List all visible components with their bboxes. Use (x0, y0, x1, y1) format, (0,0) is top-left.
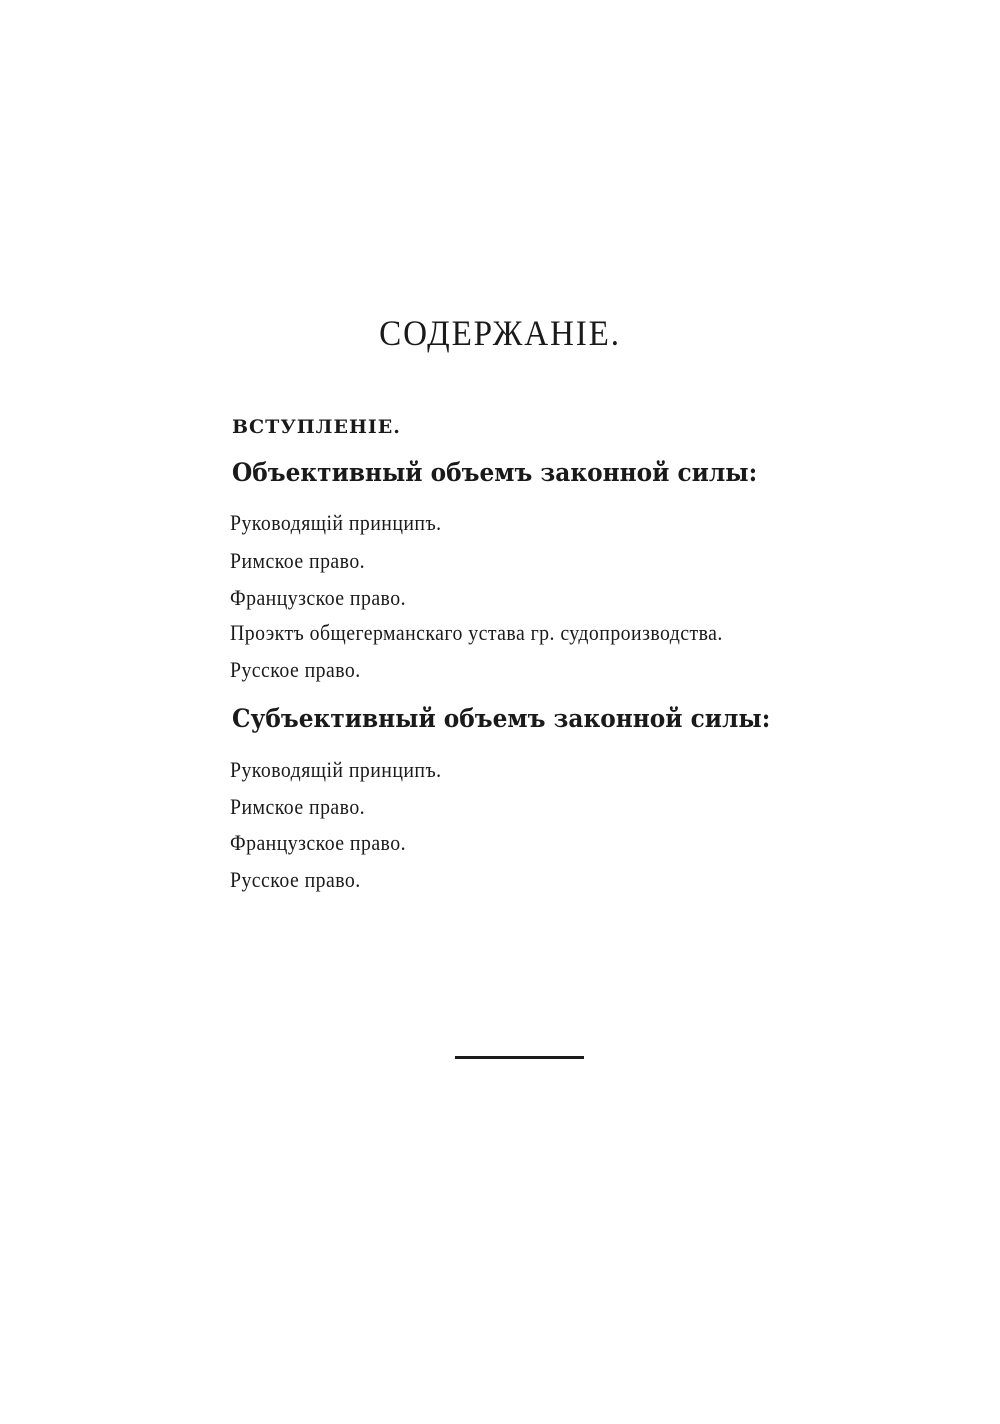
toc-item-text: Русское право. (230, 657, 361, 682)
toc-item-text: Французское право. (230, 830, 406, 855)
toc-item-text: Французское право. (230, 585, 406, 610)
end-rule (455, 1056, 584, 1059)
introduction-heading: ВСТУПЛЕНІЕ. (232, 416, 401, 438)
toc-item-text: Римское право. (230, 548, 366, 573)
section-heading-subjective: Субъективный объемъ законной силы: (232, 704, 771, 733)
toc-item-text: Римское право. (230, 794, 366, 819)
toc-item-text: Руководящій принципъ. (230, 510, 442, 535)
toc-item-text: Проэктъ общегерманскаго устава гр. судопроизводства. (230, 620, 723, 645)
toc-item-text: Русское право. (230, 867, 361, 892)
section-heading-objective: Объективный объемъ законной силы: (232, 458, 758, 487)
page-title: СОДЕРЖАНІЕ. (379, 313, 621, 353)
toc-item-text: Руководящій принципъ. (230, 757, 442, 782)
